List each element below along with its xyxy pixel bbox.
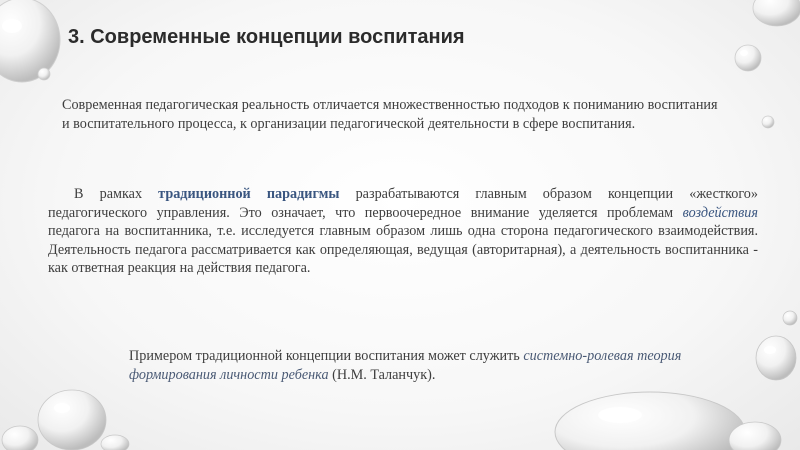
paradigm-text-end: педагога на воспитанника, т.е. исследуется главным образом лишь одна сторона педагогического взаимодействия. Деятельность педагога рассматривается как определяющая, ведущая (авторитарная), а деятельность воспитанника - как ответная реакция на действия педагога. [48, 223, 758, 277]
water-drop-icon [753, 0, 800, 26]
intro-paragraph: Современная педагогическая реальность отличается множественностью подходов к пониманию воспитания и воспитательного процесса, к организации педагогической деятельности в сфере воспитания. [62, 97, 718, 132]
water-drop-icon [762, 116, 774, 128]
water-drop-icon [756, 336, 796, 380]
water-drop-icon [555, 392, 745, 450]
example-italic-theory: системно-ролевая теория формирования личности ребенка [129, 348, 682, 383]
water-drop-icon [38, 390, 106, 450]
water-drop-icon [0, 0, 60, 82]
water-drop-icon [735, 45, 761, 71]
water-drop-icon [38, 68, 50, 80]
water-drop-icon [783, 311, 797, 325]
paradigm-italic-term: воздействия [682, 204, 758, 221]
paradigm-paragraph [48, 185, 758, 278]
paradigm-highlight: традиционной парадигмы [158, 186, 340, 202]
water-drop-icon [101, 435, 129, 450]
example-paragraph [129, 347, 734, 385]
slide-title: 3. Современные концепции воспитания [68, 26, 465, 48]
paradigm-text-start: В рамках [74, 186, 159, 202]
water-drop-icon [2, 426, 38, 450]
paradigm-text-middle: разрабатываются главным образом концепции «жесткого» педагогического управления. Это означает, что первоочередное внимание уделяется проблемам [48, 186, 758, 221]
example-text-end: (Н.М. Таланчук). [328, 367, 436, 383]
example-text-start: Примером традиционной концепции воспитания может служить [129, 348, 524, 364]
